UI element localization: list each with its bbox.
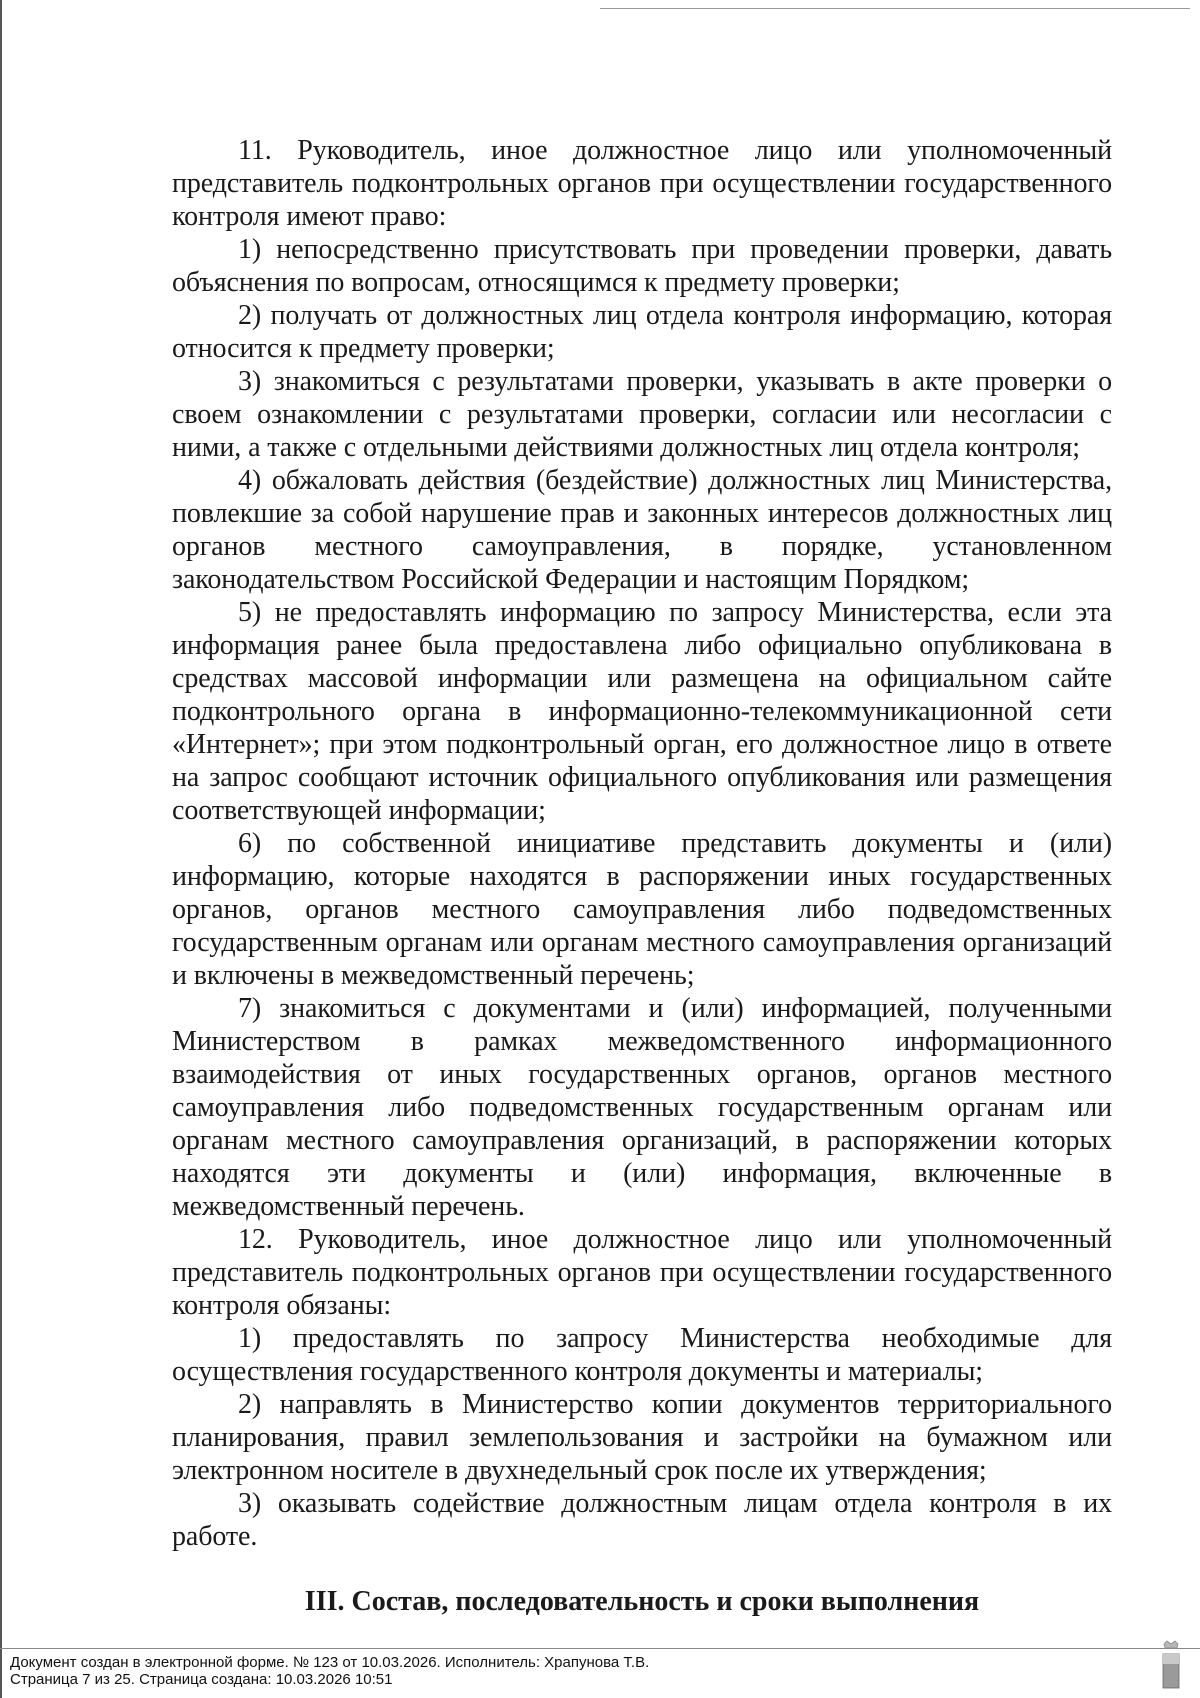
paragraph-11-item-5: 5) не предоставлять информацию по запросу Министерства, если эта информация ранее была предоставлена либо официально опубликована в средствах массовой информации или размещена на официальном сайте подконтрольного органа в информационно-телекоммуникационной сети «Интернет»; при этом подконтрольный орган, его должностное лицо в ответе на запрос сообщают источник официального опубликования или размещения соответствующей информации; (172, 597, 1112, 826)
document-body (172, 134, 1112, 1553)
footer-line-1: Документ создан в электронной форме. № 123 от 10.03.2026. Исполнитель: Храпунова Т.В. (10, 1654, 650, 1671)
paragraph-11-item-3: 3) знакомиться с результатами проверки, указывать в акте проверки о своем ознакомлении с результатами проверки, согласии или несогласии с ними, а также с отдельными действиями должностных лиц отдела контроля; (172, 366, 1112, 463)
emblem-icon (1158, 1640, 1184, 1690)
paragraph-11-item-2: 2) получать от должностных лиц отдела контроля информацию, которая относится к предмету проверки; (172, 300, 1112, 364)
paragraph-11-item-6: 6) по собственной инициативе представить документы и (или) информацию, которые находятся в распоряжении иных государственных органов, органов местного самоуправления либо подведомственных государственным органам или органам местного самоуправления организаций и включены в межведомственный перечень; (172, 828, 1112, 991)
paragraph-12-item-1: 1) предоставлять по запросу Министерства необходимые для осуществления государственного контроля документы и материалы; (172, 1323, 1112, 1387)
paragraph-12-item-2: 2) направлять в Министерство копии документов территориального планирования, правил землепользования и застройки на бумажном или электронном носителе в двухнедельный срок после их утверждения; (172, 1389, 1112, 1486)
paragraph-12-item-3: 3) оказывать содействие должностным лицам отдела контроля в их работе. (172, 1488, 1112, 1552)
top-rule (600, 8, 1190, 9)
paragraph-12: 12. Руководитель, иное должностное лицо или уполномоченный представитель подконтрольных органов при осуществлении государственного контроля обязаны: (172, 1224, 1112, 1321)
paragraph-11-item-1: 1) непосредственно присутствовать при проведении проверки, давать объяснения по вопросам, относящимся к предмету проверки; (172, 234, 1112, 298)
document-footer (10, 1654, 1110, 1688)
footer-line-2: Страница 7 из 25. Страница создана: 10.03.2026 10:51 (10, 1671, 393, 1688)
section-heading: III. Состав, последовательность и сроки выполнения (304, 1586, 980, 1617)
paragraph-11-item-7: 7) знакомиться с документами и (или) информацией, полученными Министерством в рамках межведомственного информационного взаимодействия от иных государственных органов, органов местного самоуправления либо подведомственных государственным органам или органам местного самоуправления организаций, в распоряжении которых находятся эти документы и (или) информация, включенные в межведомственный перечень. (172, 993, 1112, 1222)
page-left-edge (0, 0, 2, 1698)
footer-divider (0, 1648, 1200, 1649)
paragraph-11-item-4: 4) обжаловать действия (бездействие) должностных лиц Министерства, повлекшие за собой нарушение прав и законных интересов должностных лиц органов местного самоуправления, в порядке, установленном законодательством Российской Федерации и настоящим Порядком; (172, 465, 1112, 595)
paragraph-11: 11. Руководитель, иное должностное лицо или уполномоченный представитель подконтрольных органов при осуществлении государственного контроля имеют право: (172, 135, 1112, 232)
